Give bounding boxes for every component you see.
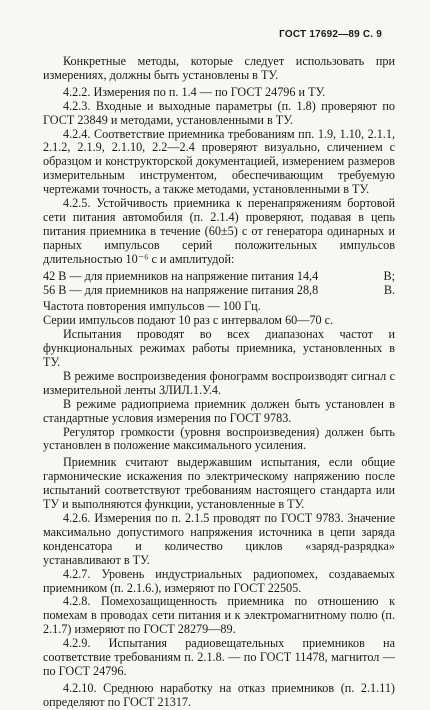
paragraph: Серии импульсов подают 10 раз с интервалом 60—70 с. xyxy=(43,313,334,328)
voltage-text: 56 В — для приемников на напряжение питания 28,8 xyxy=(43,282,319,297)
document-body xyxy=(43,55,395,710)
paragraph: 4.2.8. Помехозащищенность приемника по отношению к помехам в проводах сети питания и к электромагнитному полю (п. 2.1.7) измеряют по ГОСТ 28279—89. xyxy=(43,594,395,637)
paragraph: Регулятор громкости (уровня воспроизведения) должен быть установлен в положение максимального усиления. xyxy=(43,424,395,453)
voltage-unit: В. xyxy=(383,282,395,297)
paragraph: Конкретные методы, которые следует использовать при измерениях, должны быть установлены в ТУ. xyxy=(43,54,395,82)
voltage-line xyxy=(43,270,395,284)
page-header: ГОСТ 17692—89 С. 9 xyxy=(279,29,382,40)
paragraph: В режиме воспроизведения фонограмм воспроизводят сигнал с измерительной ленты ЗЛИЛ.1.У.4. xyxy=(43,368,395,397)
paragraph: Частота повторения импульсов — 100 Гц. xyxy=(43,299,261,314)
paragraph: 4.2.4. Соответствие приемника требованиям пп. 1.9, 1.10, 2.1.1, 2.1.2, 2.1.9, 2.1.10, 2.2—2.4 проверяют визуально, сличением с образцом и конструкторской документацией, измерением размеров измерительным инструментом, обеспечивающим требуемую чертежами точность, а также методами, установленными в ТУ. xyxy=(43,126,395,197)
paragraph: 4.2.9. Испытания радиовещательных приемников на соответствие требованиям п. 2.1.8. — по ГОСТ 11478, магнитол — по ГОСТ 24796. xyxy=(43,636,395,678)
paragraph: 4.2.10. Среднюю наработку на отказ приемников (п. 2.1.11) определяют по ГОСТ 21317. xyxy=(43,680,395,709)
voltage-text: 42 В — для приемников на напряжение питания 14,4 xyxy=(43,268,319,283)
paragraph: В режиме радиоприема приемник должен быть установлен в стандартные условия измерения по ГОСТ 9783. xyxy=(43,396,395,425)
paragraph: Испытания проводят во всех диапазонах частот и функциональных режимах работы приемника, установленных в ТУ. xyxy=(43,327,395,370)
paragraph: 4.2.5. Устойчивость приемника к перенапряжениям бортовой сети питания автомобиля (п. 2.1.4) проверяют, подавая в цепь питания приемника в течение (60±5) с от генератора одинарных и парных импульсов серий положительных импульсов длительностью 10⁻⁶ с и амплитудой: xyxy=(43,196,395,266)
paragraph: 4.2.7. Уровень индустриальных радиопомех, создаваемых приемником (п. 2.1.6.), измеряют по ГОСТ 22505. xyxy=(43,566,395,595)
paragraph: 4.2.3. Входные и выходные параметры (п. 1.8) проверяют по ГОСТ 23849 и методами, установленными в ТУ. xyxy=(43,98,395,127)
paragraph: 4.2.6. Измерения по п. 2.1.5 проводят по ГОСТ 9783. Значение максимально допустимого напряжения источника в цепи заряда конденсатора и количество циклов «заряд-разрядка» устанавливают в ТУ. xyxy=(43,511,395,567)
paragraph: 4.2.2. Измерения по п. 1.4 — по ГОСТ 24796 и ТУ. xyxy=(63,84,326,99)
voltage-line xyxy=(43,284,395,298)
paragraph: Приемник считают выдержавшим испытания, если общие гармонические искажения по электрическому напряжению после испытаний соответствуют требованиям настоящего стандарта или ТУ и выполняются функции, установленные в ТУ. xyxy=(43,455,395,512)
voltage-unit: В; xyxy=(383,268,395,283)
